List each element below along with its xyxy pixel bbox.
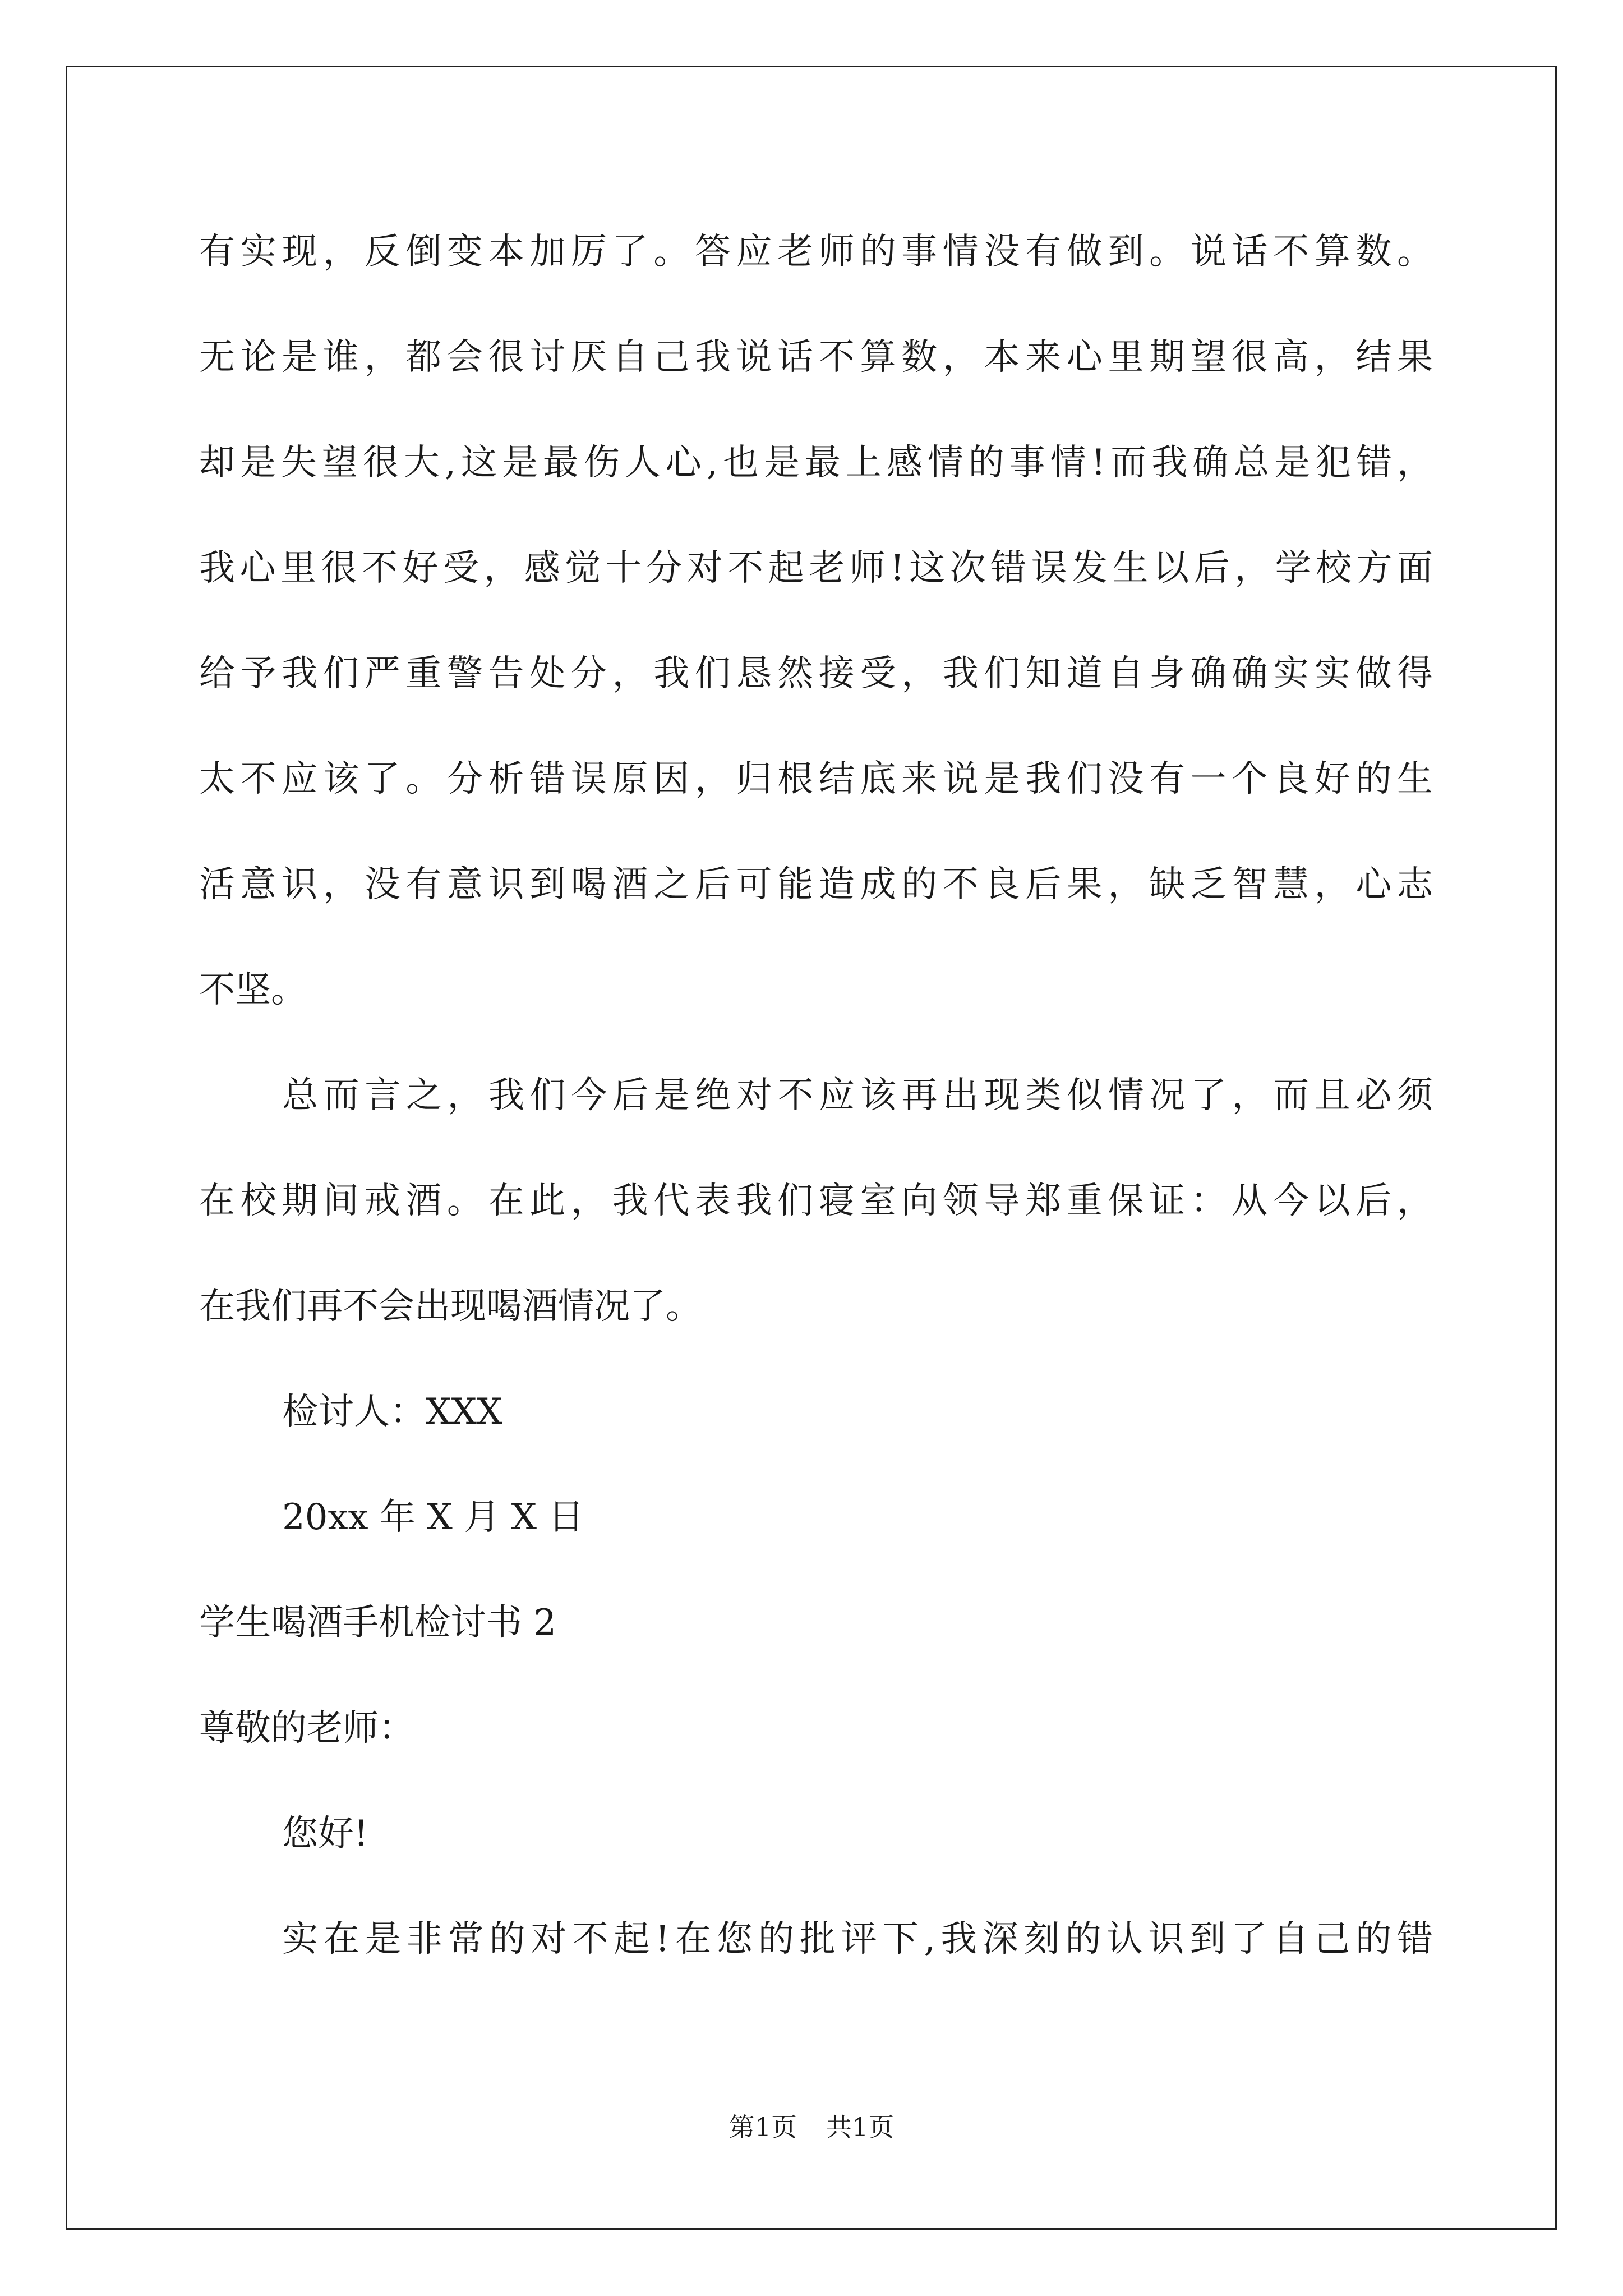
greeting: 您好!	[282, 1813, 368, 1855]
paragraph-line: 给予我们严重警告处分，我们恳然接受，我们知道自身确确实实做得	[199, 653, 1433, 694]
paragraph-line: 却是失望很大,这是最伤人心,也是最上感情的事情!而我确总是犯错，	[199, 442, 1433, 484]
document-body	[199, 199, 1433, 1992]
paragraph-line: 活意识，没有意识到喝酒之后可能造成的不良后果，缺乏智慧，心志	[199, 864, 1433, 905]
salutation: 尊敬的老师：	[199, 1708, 414, 1749]
page-footer	[0, 2110, 1623, 2144]
section-title: 学生喝酒手机检讨书 2	[199, 1602, 557, 1644]
paragraph-line: 我心里很不好受，感觉十分对不起老师!这次错误发生以后，学校方面	[199, 547, 1433, 589]
paragraph-line: 总而言之，我们今后是绝对不应该再出现类似情况了，而且必须	[282, 1075, 1433, 1116]
page-total: 共1页	[826, 2112, 895, 2142]
paragraph-line: 在我们再不会出现喝酒情况了。	[199, 1286, 702, 1327]
paragraph-line: 实在是非常的对不起!在您的批评下,我深刻的认识到了自己的错	[282, 1918, 1433, 1960]
paragraph-line: 在校期间戒酒。在此，我代表我们寝室向领导郑重保证：从今以后，	[199, 1180, 1433, 1222]
paragraph-line: 不坚。	[199, 969, 307, 1011]
page-number: 第1页	[728, 2112, 797, 2142]
paragraph-line: 有实现，反倒变本加厉了。答应老师的事情没有做到。说话不算数。	[199, 231, 1433, 273]
signature-line: 检讨人：XXX	[282, 1391, 502, 1433]
paragraph-line: 太不应该了。分析错误原因，归根结底来说是我们没有一个良好的生	[199, 758, 1433, 800]
date-line: 20xx 年 X 月 X 日	[282, 1497, 584, 1538]
paragraph-line: 无论是谁，都会很讨厌自己我说话不算数，本来心里期望很高，结果	[199, 337, 1433, 378]
